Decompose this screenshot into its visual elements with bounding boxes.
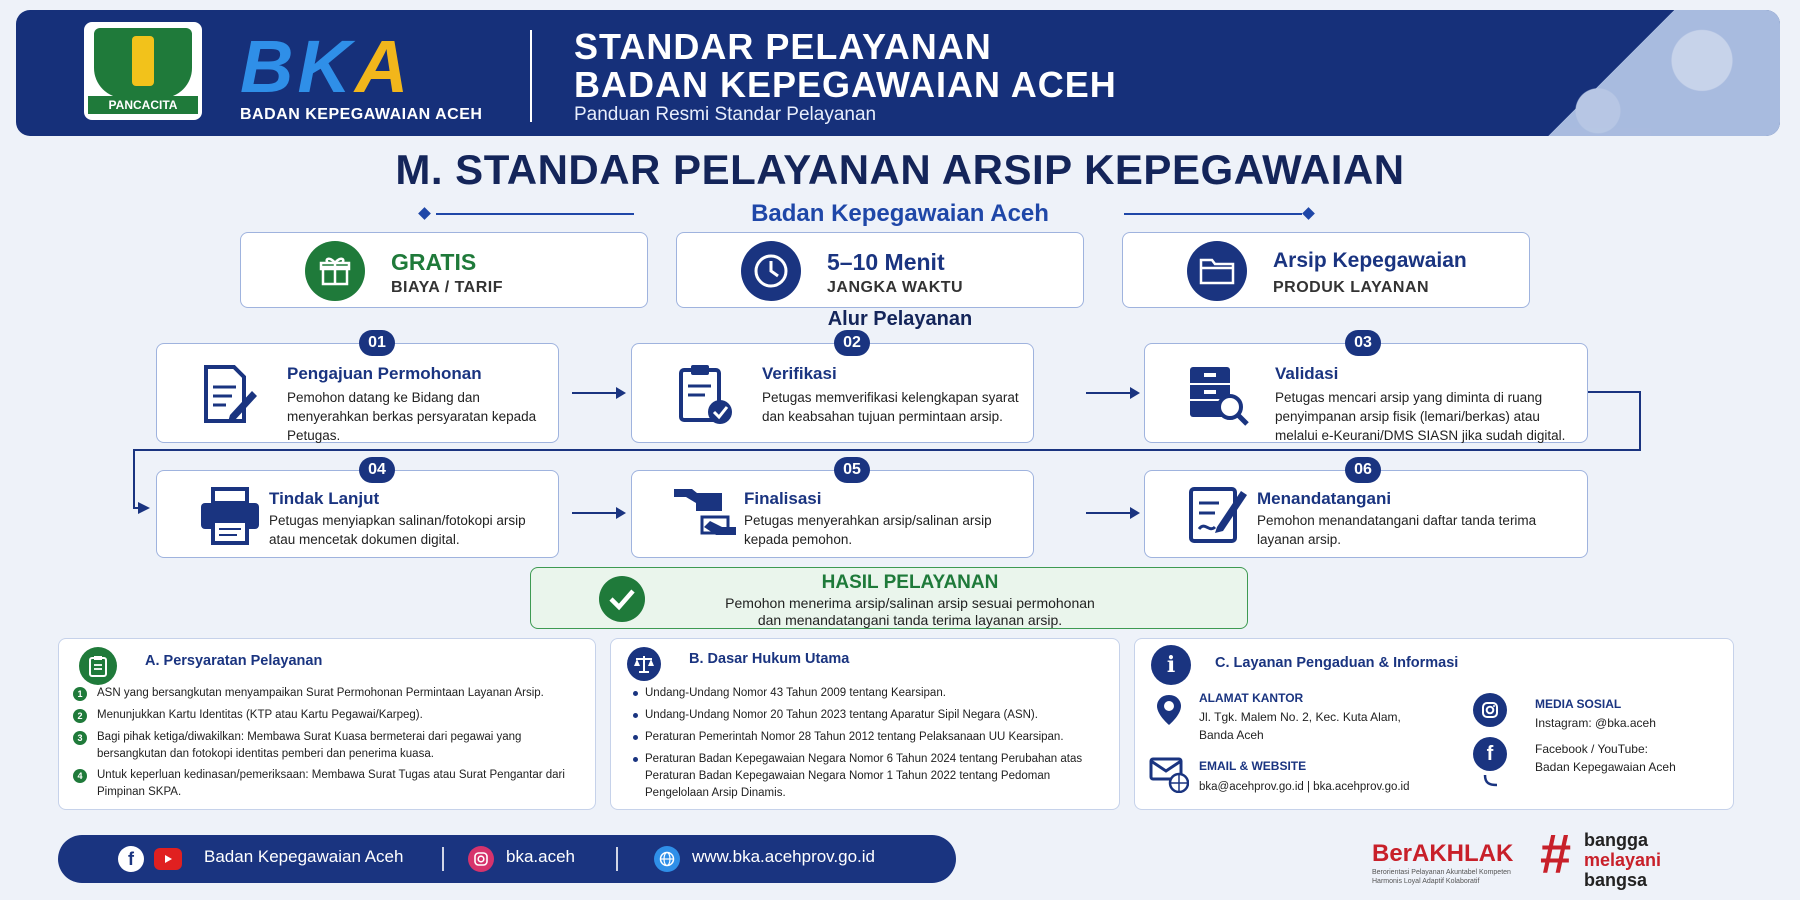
duration-value: 5–10 Menit <box>827 249 945 275</box>
youtube-icon[interactable] <box>154 848 182 870</box>
facebook-line2: Badan Kepegawaian Aceh <box>1535 760 1676 774</box>
info-box-fee <box>240 232 648 308</box>
requirement-item: 3 Bagi pihak ketiga/diwakilkan: Membawa Surat Kuasa bermeterai dari pegawai yang bersangkutan dan fotokopi identitas pemberi dan penerima kuasa. <box>73 729 573 763</box>
scales-icon <box>627 647 661 681</box>
step-description: Pemohon menandatangani daftar tanda terima layanan arsip. <box>1257 513 1537 547</box>
step-number: 05 <box>834 457 870 483</box>
footer-instagram[interactable]: bka.aceh <box>506 847 575 866</box>
step-title: Verifikasi <box>762 364 837 383</box>
youtube-icon[interactable] <box>1483 773 1499 792</box>
checklist-icon <box>79 647 117 685</box>
step-description: Petugas memverifikasi kelengkapan syarat dan keabsahan tujuan permintaan arsip. <box>762 390 1019 424</box>
contact-panel <box>1134 638 1734 810</box>
footer-bar <box>58 835 956 883</box>
printer-icon <box>197 483 263 549</box>
berakhlak-tagline: Berorientasi Pelayanan Akuntabel Kompeten Harmonis Loyal Adaptif Kolaboratif <box>1372 869 1511 885</box>
address-line1: Jl. Tgk. Malem No. 2, Kec. Kuta Alam, <box>1199 710 1401 724</box>
step-title: Pengajuan Permohonan <box>287 364 482 383</box>
legal-item: Undang-Undang Nomor 43 Tahun 2009 tentang Kearsipan. <box>631 685 1121 702</box>
requirement-item: 1 ASN yang bersangkutan menyampaikan Surat Permohonan Permintaan Layanan Arsip. <box>73 685 593 702</box>
handover-icon <box>672 481 738 547</box>
step-card-05 <box>631 461 1034 558</box>
instagram-handle: Instagram: @bka.aceh <box>1535 716 1656 730</box>
gift-icon <box>305 241 365 301</box>
duration-label: JANGKA WAKTU <box>827 279 964 296</box>
globe-icon <box>654 846 680 872</box>
contact-title: C. Layanan Pengaduan & Informasi <box>1215 655 1459 671</box>
ornament-decoration <box>1520 10 1780 136</box>
fee-label: BIAYA / TARIF <box>391 279 503 296</box>
header-divider <box>530 30 532 122</box>
requirements-panel <box>58 638 596 810</box>
address-line2: Banda Aceh <box>1199 728 1264 742</box>
email-web-icon <box>1149 757 1189 798</box>
result-description: Pemohon menerima arsip/salinan arsip sesuai permohonan dan menandatangani tanda terima layanan arsip. <box>725 595 1095 628</box>
requirement-item: 4 Untuk keperluan kedinasan/pemeriksaan: Membawa Surat Tugas atau Surat Pengantar dari Pimpinan SKPA. <box>73 767 573 801</box>
info-box-duration <box>676 232 1084 308</box>
legal-title: B. Dasar Hukum Utama <box>689 651 850 667</box>
step-title: Menandatangani <box>1257 489 1392 508</box>
decor-line-right <box>1124 213 1302 215</box>
step-number: 02 <box>834 330 870 356</box>
facebook-line1: Facebook / YouTube: <box>1535 742 1648 756</box>
email-label: EMAIL & WEBSITE <box>1199 759 1307 773</box>
header-title-line2: BADAN KEPEGAWAIAN ACEH <box>574 64 1117 105</box>
instagram-icon[interactable] <box>1473 693 1507 727</box>
bka-logo: BKA <box>240 25 413 108</box>
step-number: 01 <box>359 330 395 356</box>
berakhlak-logo: BerAKHLAK <box>1372 840 1514 867</box>
step-number: 06 <box>1345 457 1381 483</box>
step-description: Petugas menyiapkan salinan/fotokopi arsip atau mencetak dokumen digital. <box>269 513 526 547</box>
requirement-item: 2 Menunjukkan Kartu Identitas (KTP atau Kartu Pegawai/Karpeg). <box>73 707 593 724</box>
facebook-icon[interactable]: f <box>1473 737 1507 771</box>
hashtag-mark: # <box>1540 822 1572 885</box>
folder-icon <box>1187 241 1247 301</box>
header-subtitle: Panduan Resmi Standar Pelayanan <box>574 104 877 125</box>
bka-logo-subtitle: BADAN KEPEGAWAIAN ACEH <box>240 106 483 123</box>
bangga-melayani-bangsa-logo: bangga melayani bangsa <box>1584 830 1662 890</box>
info-icon: i <box>1151 645 1191 685</box>
legal-item: Peraturan Badan Kepegawaian Negara Nomor 6 Tahun 2024 tentang Perubahan atas Peraturan Badan Kepegawaian Negara Nomor 1 Tahun 2022 tentang Pedoman Pengelolaan Arsip Dinamis. <box>631 751 1115 802</box>
flow-arrow <box>1086 512 1138 514</box>
clock-icon <box>741 241 801 301</box>
step-number: 03 <box>1345 330 1381 356</box>
service-result-box <box>530 567 1248 629</box>
footer-separator <box>616 847 618 871</box>
requirements-title: A. Persyaratan Pelayanan <box>145 653 323 669</box>
footer-social-name[interactable]: Badan Kepegawaian Aceh <box>204 847 404 866</box>
flow-title: Alur Pelayanan <box>827 308 973 330</box>
product-value: Arsip Kepegawaian <box>1273 249 1467 272</box>
step-card-06 <box>1144 461 1588 558</box>
step-card-04 <box>156 461 559 558</box>
flow-arrow <box>572 512 624 514</box>
step-description: Petugas mencari arsip yang diminta di ruang penyimpanan arsip fisik (lemari/berkas) atau melalui e-Keurani/DMS SIASN jika sudah digital. <box>1275 390 1566 443</box>
agency-subtitle: Badan Kepegawaian Aceh <box>751 200 1049 227</box>
header-title-line1: STANDAR PELAYANAN <box>574 26 992 67</box>
location-pin-icon <box>1155 693 1183 732</box>
legal-item: Peraturan Pemerintah Nomor 28 Tahun 2012 tentang Pelaksanaan UU Kearsipan. <box>631 729 1121 746</box>
email-website-value: bka@acehprov.go.id | bka.acehprov.go.id <box>1199 781 1410 793</box>
page-title: M. STANDAR PELAYANAN ARSIP KEPEGAWAIAN <box>395 146 1405 193</box>
step-title: Validasi <box>1275 364 1339 383</box>
address-label: ALAMAT KANTOR <box>1199 691 1304 705</box>
step-description: Pemohon datang ke Bidang dan menyerahkan berkas persyaratan kepada Petugas. <box>287 390 537 443</box>
step-number: 04 <box>359 457 395 483</box>
step-title: Finalisasi <box>744 489 822 508</box>
result-title: HASIL PELAYANAN <box>821 572 999 593</box>
product-label: PRODUK LAYANAN <box>1273 279 1430 296</box>
sign-document-icon <box>1185 481 1251 547</box>
footer-website-link[interactable]: www.bka.acehprov.go.id <box>692 847 876 866</box>
step-description: Petugas menyerahkan arsip/salinan arsip kepada pemohon. <box>744 513 992 547</box>
pancacita-crest-logo: PANCACITA <box>84 22 202 120</box>
social-media-label: MEDIA SOSIAL <box>1535 697 1622 711</box>
info-box-product <box>1122 232 1530 308</box>
facebook-icon[interactable]: f <box>118 846 144 872</box>
fee-value: GRATIS <box>391 249 477 275</box>
footer-separator <box>442 847 444 871</box>
step-title: Tindak Lanjut <box>269 489 380 508</box>
legal-item: Undang-Undang Nomor 20 Tahun 2023 tentang Aparatur Sipil Negara (ASN). <box>631 707 1121 724</box>
legal-basis-panel <box>610 638 1120 810</box>
instagram-icon[interactable] <box>468 846 494 872</box>
